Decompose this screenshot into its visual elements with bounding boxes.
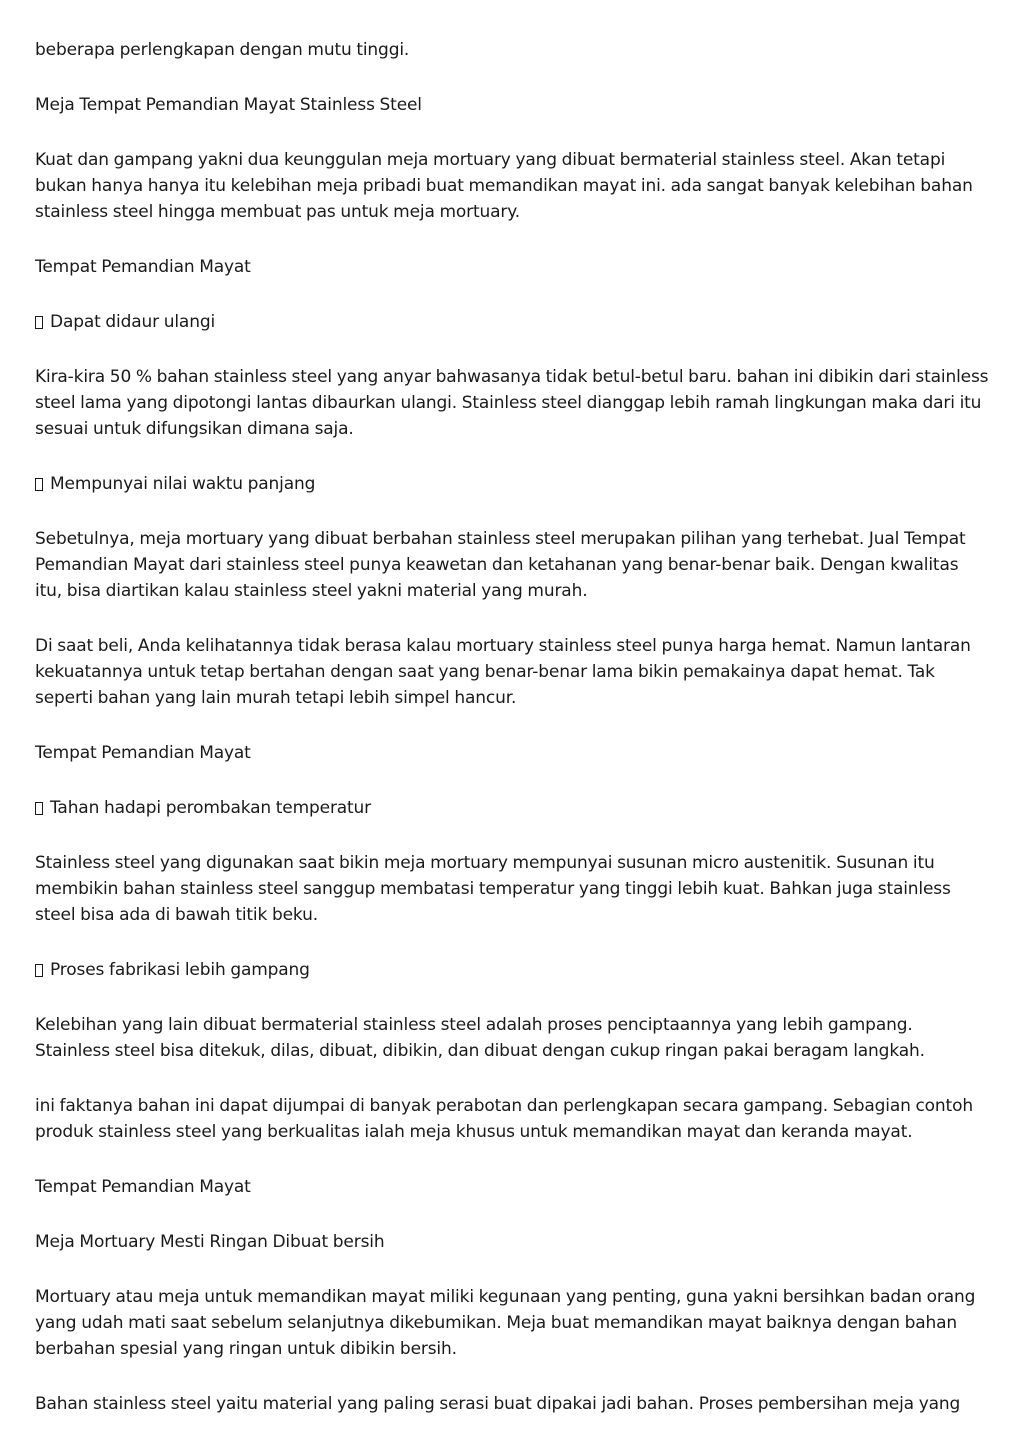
bullet-box-icon [35, 478, 43, 491]
section-heading: Meja Mortuary Mesti Ringan Dibuat bersih [35, 1232, 385, 1252]
bullet-item [35, 795, 990, 821]
document-page [35, 37, 990, 1446]
paragraph: beberapa perlengkapan dengan mutu tinggi. [35, 40, 410, 60]
bullet-label: Mempunyai nilai waktu panjang [50, 474, 316, 494]
section-heading: Tempat Pemandian Mayat [35, 743, 251, 763]
paragraph: Mortuary atau meja untuk memandikan mayat miliki kegunaan yang penting, guna yakni bersihkan badan orang yang udah mati saat sebelum selanjutnya dikebumikan. Meja buat memandikan mayat baiknya dengan bahan berbahan spesial yang ringan untuk dibikin bersih. [35, 1287, 976, 1359]
bullet-item [35, 957, 990, 983]
bullet-label: Proses fabrikasi lebih gampang [50, 960, 310, 980]
paragraph: Bahan stainless steel yaitu material yang paling serasi buat dipakai jadi bahan. Proses pembersihan meja yang [35, 1394, 961, 1414]
paragraph: Kira-kira 50 % bahan stainless steel yang anyar bahwasanya tidak betul-betul baru. bahan ini dibikin dari stainless steel lama yang dipotongi lantas dibaurkan ulangi. Stainless steel dianggap lebih ramah lingkungan maka dari itu sesuai untuk difungsikan dimana saja. [35, 367, 989, 439]
bullet-label: Tahan hadapi perombakan temperatur [50, 798, 372, 818]
bullet-box-icon [35, 964, 43, 977]
paragraph: Stainless steel yang digunakan saat bikin meja mortuary mempunyai susunan micro austenitik. Susunan itu membikin bahan stainless steel sanggup membatasi temperatur yang tinggi lebih kuat. Bahkan juga stainless steel bisa ada di bawah titik beku. [35, 853, 951, 925]
paragraph: Sebetulnya, meja mortuary yang dibuat berbahan stainless steel merupakan pilihan yang terhebat. Jual Tempat Pemandian Mayat dari stainless steel punya keawetan dan ketahanan yang benar-benar baik. Dengan kwalitas itu, bisa diartikan kalau stainless steel yakni material yang murah. [35, 529, 966, 601]
paragraph: Kelebihan yang lain dibuat bermaterial stainless steel adalah proses penciptaannya yang lebih gampang. Stainless steel bisa ditekuk, dilas, dibuat, dibikin, dan dibuat dengan cukup ringan pakai beragam langkah. [35, 1015, 925, 1061]
bullet-label: Dapat didaur ulangi [50, 312, 216, 332]
paragraph: ini faktanya bahan ini dapat dijumpai di banyak perabotan dan perlengkapan secara gampang. Sebagian contoh produk stainless steel yang berkualitas ialah meja khusus untuk memandikan mayat dan keranda mayat. [35, 1096, 973, 1142]
bullet-item [35, 471, 990, 497]
section-heading: Tempat Pemandian Mayat [35, 257, 251, 277]
bullet-box-icon [35, 802, 43, 815]
section-heading: Tempat Pemandian Mayat [35, 1177, 251, 1197]
section-heading: Meja Tempat Pemandian Mayat Stainless Steel [35, 95, 422, 115]
bullet-box-icon [35, 316, 43, 329]
paragraph: Di saat beli, Anda kelihatannya tidak berasa kalau mortuary stainless steel punya harga hemat. Namun lantaran kekuatannya untuk tetap bertahan dengan saat yang benar-benar lama bikin pemakainya dapat hemat. Tak seperti bahan yang lain murah tetapi lebih simpel hancur. [35, 636, 971, 708]
bullet-item [35, 309, 990, 335]
paragraph: Kuat dan gampang yakni dua keunggulan meja mortuary yang dibuat bermaterial stainless steel. Akan tetapi bukan hanya hanya itu kelebihan meja pribadi buat memandikan mayat ini. ada sangat banyak kelebihan bahan stainless steel hingga membuat pas untuk meja mortuary. [35, 150, 973, 222]
